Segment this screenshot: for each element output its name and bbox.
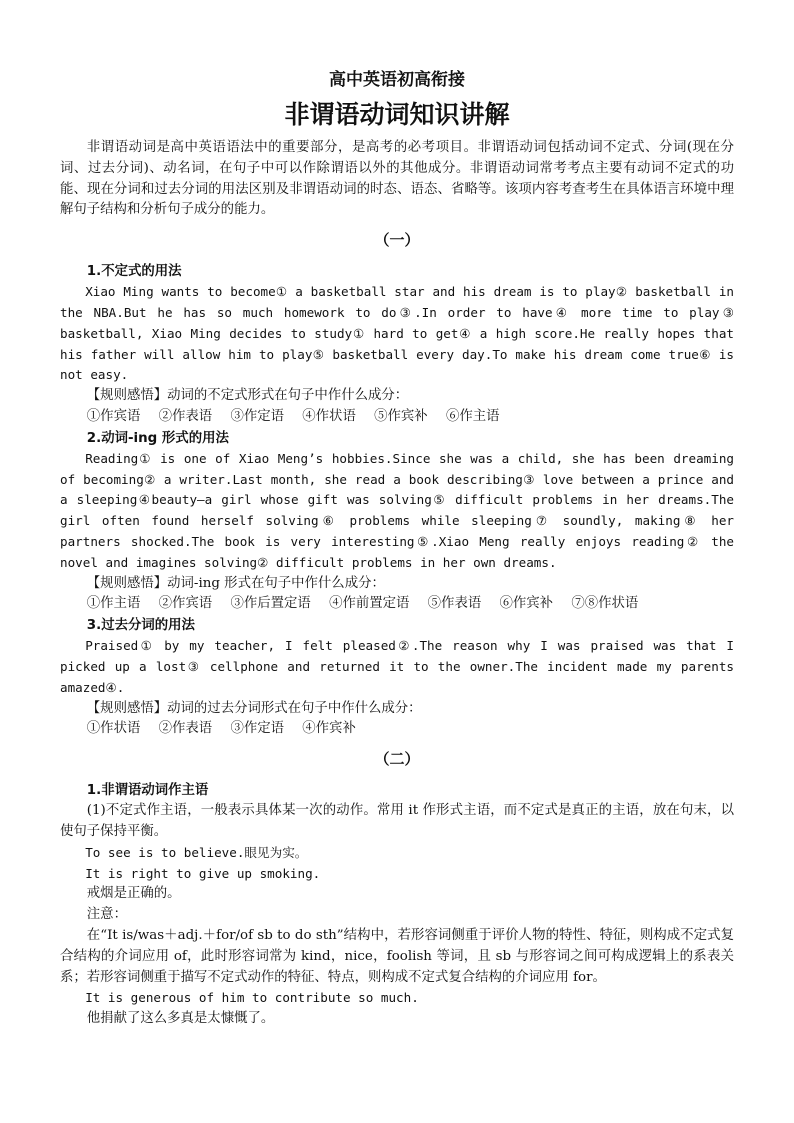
- option-item: ②作表语: [158, 408, 213, 424]
- part-heading-ing-form: 2.动词-ing 形式的用法: [86, 430, 229, 446]
- option-item: ③作后置定语: [230, 596, 311, 612]
- example-sentence-cn: 他捐献了这么多真是太慷慨了。: [86, 1011, 275, 1027]
- option-item: ③作定语: [230, 408, 285, 424]
- option-item: ⑤作宾补: [374, 408, 428, 424]
- section-heading-2: （二）: [374, 750, 420, 769]
- document-page: [60, 68, 734, 1030]
- option-item: ④作宾补: [302, 721, 356, 737]
- option-item: ②作表语: [158, 721, 213, 737]
- note-label: 注意：: [86, 907, 127, 923]
- option-item: ⑥作宾补: [499, 596, 554, 612]
- option-item: ③作定语: [230, 721, 285, 737]
- infinitive-rule: 【规则感悟】动词的不定式形式在句子中作什么成分：: [86, 388, 409, 404]
- option-item: ①作状语: [86, 721, 141, 737]
- option-item: ④作状语: [302, 408, 356, 424]
- part-heading-infinitive: 1.不定式的用法: [86, 264, 182, 280]
- ing-options: [60, 594, 734, 615]
- option-item: ②作宾语: [158, 596, 213, 612]
- option-item: ⑦⑧作状语: [571, 596, 639, 612]
- intro-paragraph: 非谓语动词是高中英语语法中的重要部分，是高考的必考项目。非谓语动词包括动词不定式、分词(现在分词、过去分词)、动名词，在句子中可以作除谓语以外的其他成分。非谓语动词常考考点主要有动词不定式的功能、现在分词和过去分词的用法区别及非谓语动词的时态、语态、省略等。该项内容考查考生在具体语言环境中理解句子结构和分析句子成分的能力。: [60, 140, 734, 218]
- option-item: ①作宾语: [86, 408, 141, 424]
- option-item: ⑥作主语: [445, 408, 500, 424]
- doc-title: 非谓语动词知识讲解: [284, 100, 510, 129]
- past-participle-rule: 【规则感悟】动词的过去分词形式在句子中作什么成分：: [86, 700, 422, 716]
- option-item: ⑤作表语: [427, 596, 482, 612]
- part-heading-past-participle: 3.过去分词的用法: [86, 618, 195, 634]
- past-participle-example-text: Praised① by my teacher, I felt pleased②.The reason why I was praised was that I picked up a lost③ cellphone and returned it to the owner.The incident made my parents amazed④.: [60, 638, 734, 695]
- section-heading-1: （一）: [374, 231, 420, 250]
- doc-subtitle: 高中英语初高衔接: [329, 70, 465, 90]
- option-item: ①作主语: [86, 596, 141, 612]
- option-item: ④作前置定语: [329, 596, 410, 612]
- infinitive-options: [60, 407, 734, 428]
- infinitive-example-text: Xiao Ming wants to become① a basketball star and his dream is to play② basketball in the NBA.But he has so much homework to do③.In order to have④ more time to play③ basketball, Xiao Ming decides to study① hard to get④ a high score.He really hopes that his father will allow him to play⑤ basketball every day.To make his dream come true⑥ is not easy.: [60, 284, 734, 383]
- part-heading-nonfinite-subject: 1.非谓语动词作主语: [86, 783, 209, 799]
- infinitive-subject-rule: (1)不定式作主语，一般表示具体某一次的动作。常用 it 作形式主语，而不定式是真正的主语，放在句末，以使句子保持平衡。: [60, 803, 734, 839]
- ing-rule: 【规则感悟】动词-ing 形式在句子中作什么成分：: [86, 575, 385, 591]
- note-paragraph: 在“It is/was＋adj.＋for/of sb to do sth”结构中，若形容词侧重于评价人物的特性、特征，则构成不定式复合结构的介词应用 of，此时形容词常为 kind，nice，foolish 等词，且 sb 与形容词之间可构成逻辑上的系表关系；若形容词侧重于描写不定式动作的特征、特点，则构成不定式复合结构的介词应用 for。: [60, 927, 734, 985]
- example-sentence-cn: 戒烟是正确的。: [86, 886, 181, 902]
- past-participle-options: [60, 719, 734, 740]
- example-sentence: To see is to believe.眼见为实。: [85, 844, 308, 860]
- example-sentence-en: It is right to give up smoking.: [85, 865, 321, 881]
- ing-example-text: Reading① is one of Xiao Meng’s hobbies.Since she was a child, she has been dreaming of becoming② a writer.Last month, she read a book describing③ love between a prince and a sleeping④beauty—a girl whose gift was solving⑤ difficult problems in her dreams.The girl often found herself solving⑥ problems while sleeping⑦ soundly, making⑧ her partners shocked.The book is very interesting⑤.Xiao Meng really enjoys reading② the novel and imagines solving② difficult problems in her own dreams.: [60, 450, 734, 570]
- example-sentence-en: It is generous of him to contribute so much.: [85, 990, 419, 1006]
